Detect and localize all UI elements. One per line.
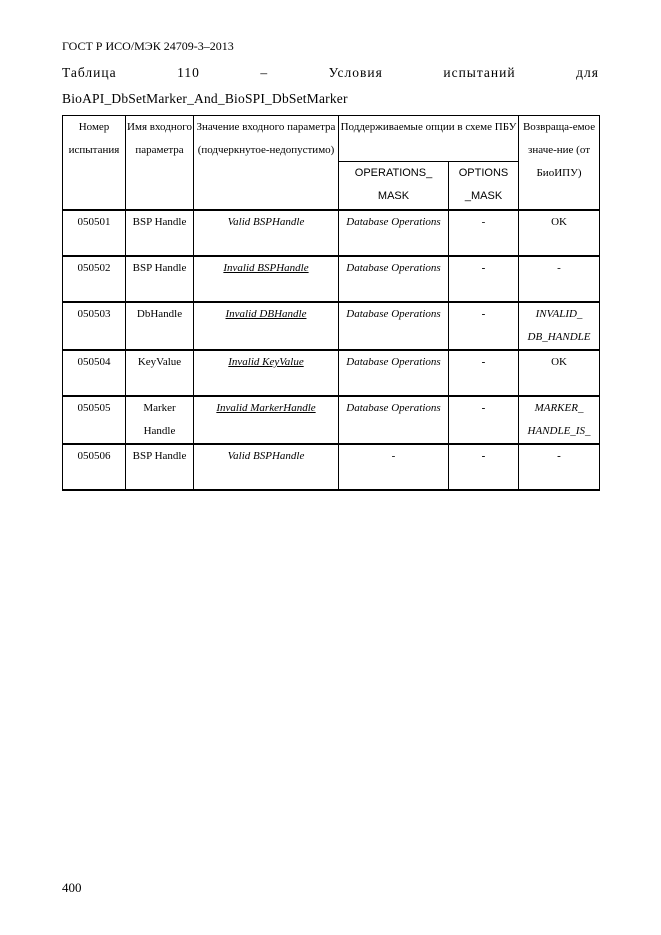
cell-operations-mask: -	[339, 444, 449, 490]
cell-operations-mask: Database Operations	[339, 256, 449, 302]
caption-word: испытаний	[443, 65, 516, 80]
header-operations-mask: OPERATIONS_ MASK	[339, 162, 449, 211]
table-row	[63, 256, 600, 302]
cell-return-value: OK	[519, 210, 600, 256]
header-test-number: Номер испытания	[63, 116, 126, 211]
cell-test-number: 050504	[63, 350, 126, 396]
table-row	[63, 396, 600, 444]
table-row	[63, 302, 600, 350]
cell-options-mask: -	[449, 396, 519, 444]
cell-options-mask: -	[449, 256, 519, 302]
cell-options-mask: -	[449, 210, 519, 256]
header-return-value: Возвраща-емое значе-ние (от БиоИПУ)	[519, 116, 600, 211]
cell-input-value: Valid BSPHandle	[194, 210, 339, 256]
cell-test-number: 050501	[63, 210, 126, 256]
cell-param-name: BSP Handle	[126, 256, 194, 302]
cell-return-value: OK	[519, 350, 600, 396]
page-number: 400	[62, 880, 82, 895]
header-param-name: Имя входного параметра	[126, 116, 194, 211]
cell-operations-mask: Database Operations	[339, 396, 449, 444]
cell-param-name: DbHandle	[126, 302, 194, 350]
cell-input-value: Invalid KeyValue	[194, 350, 339, 396]
cell-test-number: 050502	[63, 256, 126, 302]
cell-return-value: -	[519, 444, 600, 490]
cell-options-mask: -	[449, 350, 519, 396]
table-row	[63, 210, 600, 256]
header-options-mask: OPTIONS _MASK	[449, 162, 519, 211]
cell-test-number: 050505	[63, 396, 126, 444]
cell-input-value: Valid BSPHandle	[194, 444, 339, 490]
caption-word: Таблица	[62, 65, 117, 80]
cell-operations-mask: Database Operations	[339, 302, 449, 350]
cell-param-name: BSP Handle	[126, 210, 194, 256]
table-row	[63, 444, 600, 490]
cell-options-mask: -	[449, 302, 519, 350]
cell-input-value: Invalid MarkerHandle	[194, 396, 339, 444]
cell-param-name: KeyValue	[126, 350, 194, 396]
cell-input-value: Invalid BSPHandle	[194, 256, 339, 302]
caption-line-1	[62, 65, 599, 87]
header-input-value: Значение входного параметра (подчеркнутое-недопустимо)	[194, 116, 339, 211]
header-supported-options: Поддерживаемые опции в схеме ПБУ	[339, 116, 519, 162]
cell-operations-mask: Database Operations	[339, 210, 449, 256]
document-header: ГОСТ Р ИСО/МЭК 24709-3–2013	[62, 39, 234, 53]
cell-options-mask: -	[449, 444, 519, 490]
caption-word: 110	[177, 65, 200, 80]
cell-return-value: INVALID_ DB_HANDLE	[519, 302, 600, 350]
table-row	[63, 350, 600, 396]
cell-input-value: Invalid DBHandle	[194, 302, 339, 350]
cell-param-name: Marker Handle	[126, 396, 194, 444]
cell-return-value: MARKER_ HANDLE_IS_	[519, 396, 600, 444]
caption-line-2: BioAPI_DbSetMarker_And_BioSPI_DbSetMarker	[62, 91, 348, 106]
cell-operations-mask: Database Operations	[339, 350, 449, 396]
table-caption	[62, 65, 599, 107]
cell-test-number: 050503	[63, 302, 126, 350]
test-conditions-table	[62, 115, 600, 491]
caption-word: для	[576, 65, 599, 80]
cell-param-name: BSP Handle	[126, 444, 194, 490]
cell-return-value: -	[519, 256, 600, 302]
caption-word: Условия	[328, 65, 383, 80]
caption-word: –	[260, 65, 269, 80]
cell-test-number: 050506	[63, 444, 126, 490]
